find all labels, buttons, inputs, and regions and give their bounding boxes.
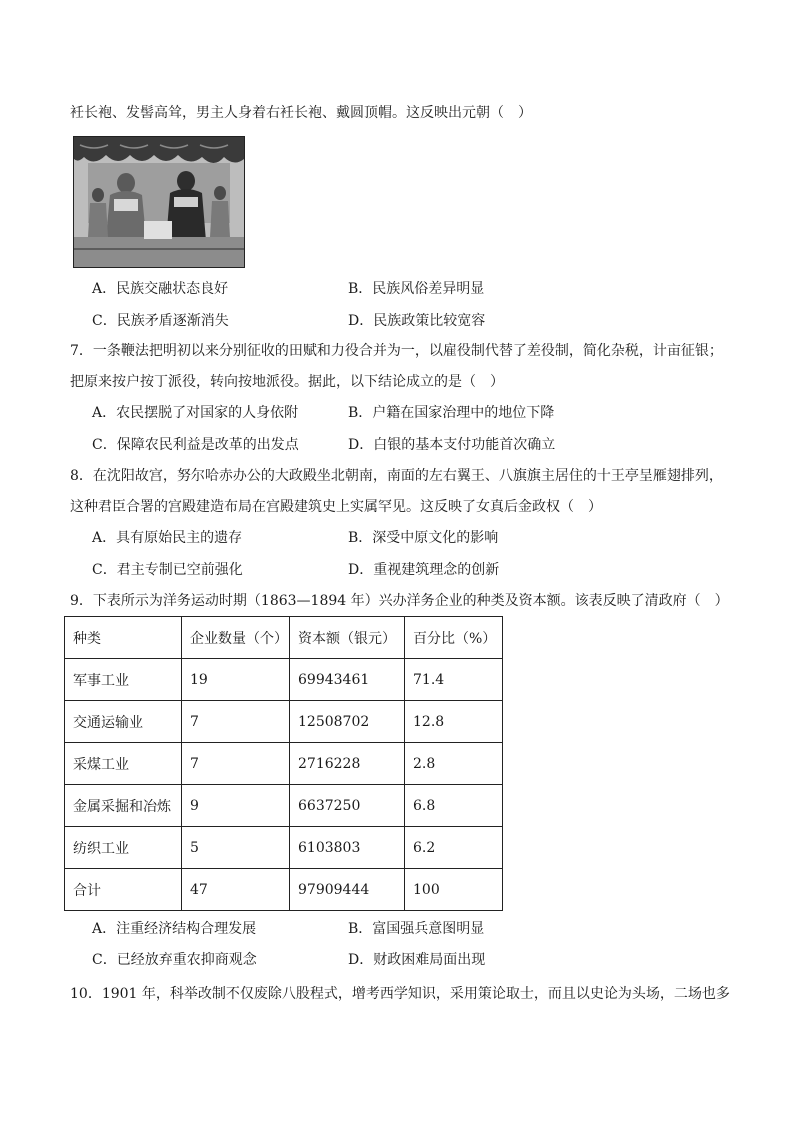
table-row (65, 785, 503, 827)
table-cell: 2716228 (290, 743, 405, 785)
q6-option-b: B．民族风俗差异明显 (348, 281, 485, 297)
table-cell: 71.4 (405, 659, 503, 701)
table-cell: 6.2 (405, 827, 503, 869)
q8-option-c: C．君主专制已空前强化 (92, 562, 243, 578)
table-cell: 2.8 (405, 743, 503, 785)
q6-option-a: A．民族交融状态良好 (92, 281, 229, 297)
table-cell: 12.8 (405, 701, 503, 743)
q9-option-c: C．已经放弃重农抑商观念 (92, 952, 257, 968)
table-row (65, 743, 503, 785)
table-header-row (65, 617, 503, 659)
table-cell: 69943461 (290, 659, 405, 701)
q9-enterprise-table (64, 616, 503, 911)
table-header-cell: 企业数量（个） (182, 617, 290, 659)
q8-stem-line1: 8．在沈阳故宫，努尔哈赤办公的大政殿坐北朝南，南面的左右翼王、八旗旗主居住的十王亭呈雁翅排列， (70, 468, 723, 484)
table-cell: 6103803 (290, 827, 405, 869)
q6-stem: 衽长袍、发髻高耸，男主人身着右衽长袍、戴圆顶帽。这反映出元朝（ ） (70, 105, 532, 121)
q6-mural-image (73, 136, 245, 268)
q7-option-d: D．白银的基本支付功能首次确立 (348, 437, 556, 453)
table-row-total (65, 869, 503, 911)
q10-stem-line1: 10．1901 年，科举改制不仅废除八股程式，增考西学知识，采用策论取士，而且以史论为头场，二场也多 (70, 986, 730, 1002)
q8-option-b: B．深受中原文化的影响 (348, 530, 499, 546)
table-cell: 采煤工业 (65, 743, 182, 785)
table-cell: 12508702 (290, 701, 405, 743)
q7-stem-line1: 7．一条鞭法把明初以来分别征收的田赋和力役合并为一，以雇役制代替了差役制，简化杂税，计亩征银； (70, 343, 723, 359)
q9-option-b: B．富国强兵意图明显 (348, 921, 485, 937)
q7-stem-line2: 把原来按户按丁派役，转向按地派役。据此，以下结论成立的是（ ） (70, 374, 504, 390)
q9-stem: 9．下表所示为洋务运动时期（1863—1894 年）兴办洋务企业的种类及资本额。该表反映了清政府（ ） (70, 593, 729, 609)
table-cell: 金属采掘和冶炼 (65, 785, 182, 827)
q6-option-d: D．民族政策比较宽容 (348, 313, 486, 329)
table-cell: 6.8 (405, 785, 503, 827)
q9-option-d: D．财政困难局面出现 (348, 952, 486, 968)
q8-option-d: D．重视建筑理念的创新 (348, 562, 500, 578)
q7-option-b: B．户籍在国家治理中的地位下降 (348, 405, 555, 421)
table-row (65, 659, 503, 701)
mural-illustration (74, 137, 244, 267)
q9-option-a: A．注重经济结构合理发展 (92, 921, 257, 937)
table-cell: 军事工业 (65, 659, 182, 701)
table-cell: 合计 (65, 869, 182, 911)
table-cell: 100 (405, 869, 503, 911)
table-cell: 纺织工业 (65, 827, 182, 869)
q7-option-c: C．保障农民利益是改革的出发点 (92, 437, 299, 453)
table-cell: 7 (182, 743, 290, 785)
q7-option-a: A．农民摆脱了对国家的人身依附 (92, 405, 299, 421)
table-cell: 47 (182, 869, 290, 911)
q6-option-c: C．民族矛盾逐渐消失 (92, 313, 229, 329)
q8-option-a: A．具有原始民主的遗存 (92, 530, 243, 546)
table-cell: 5 (182, 827, 290, 869)
table-row (65, 827, 503, 869)
table-cell: 97909444 (290, 869, 405, 911)
q8-stem-line2: 这种君臣合署的宫殿建造布局在宫殿建筑史上实属罕见。这反映了女真后金政权（ ） (70, 499, 602, 515)
table-cell: 交通运输业 (65, 701, 182, 743)
table-header-cell: 资本额（银元） (290, 617, 405, 659)
table-header-cell: 百分比（%） (405, 617, 503, 659)
table-header-cell: 种类 (65, 617, 182, 659)
table-cell: 6637250 (290, 785, 405, 827)
table-row (65, 701, 503, 743)
table-cell: 9 (182, 785, 290, 827)
table-cell: 7 (182, 701, 290, 743)
table-cell: 19 (182, 659, 290, 701)
